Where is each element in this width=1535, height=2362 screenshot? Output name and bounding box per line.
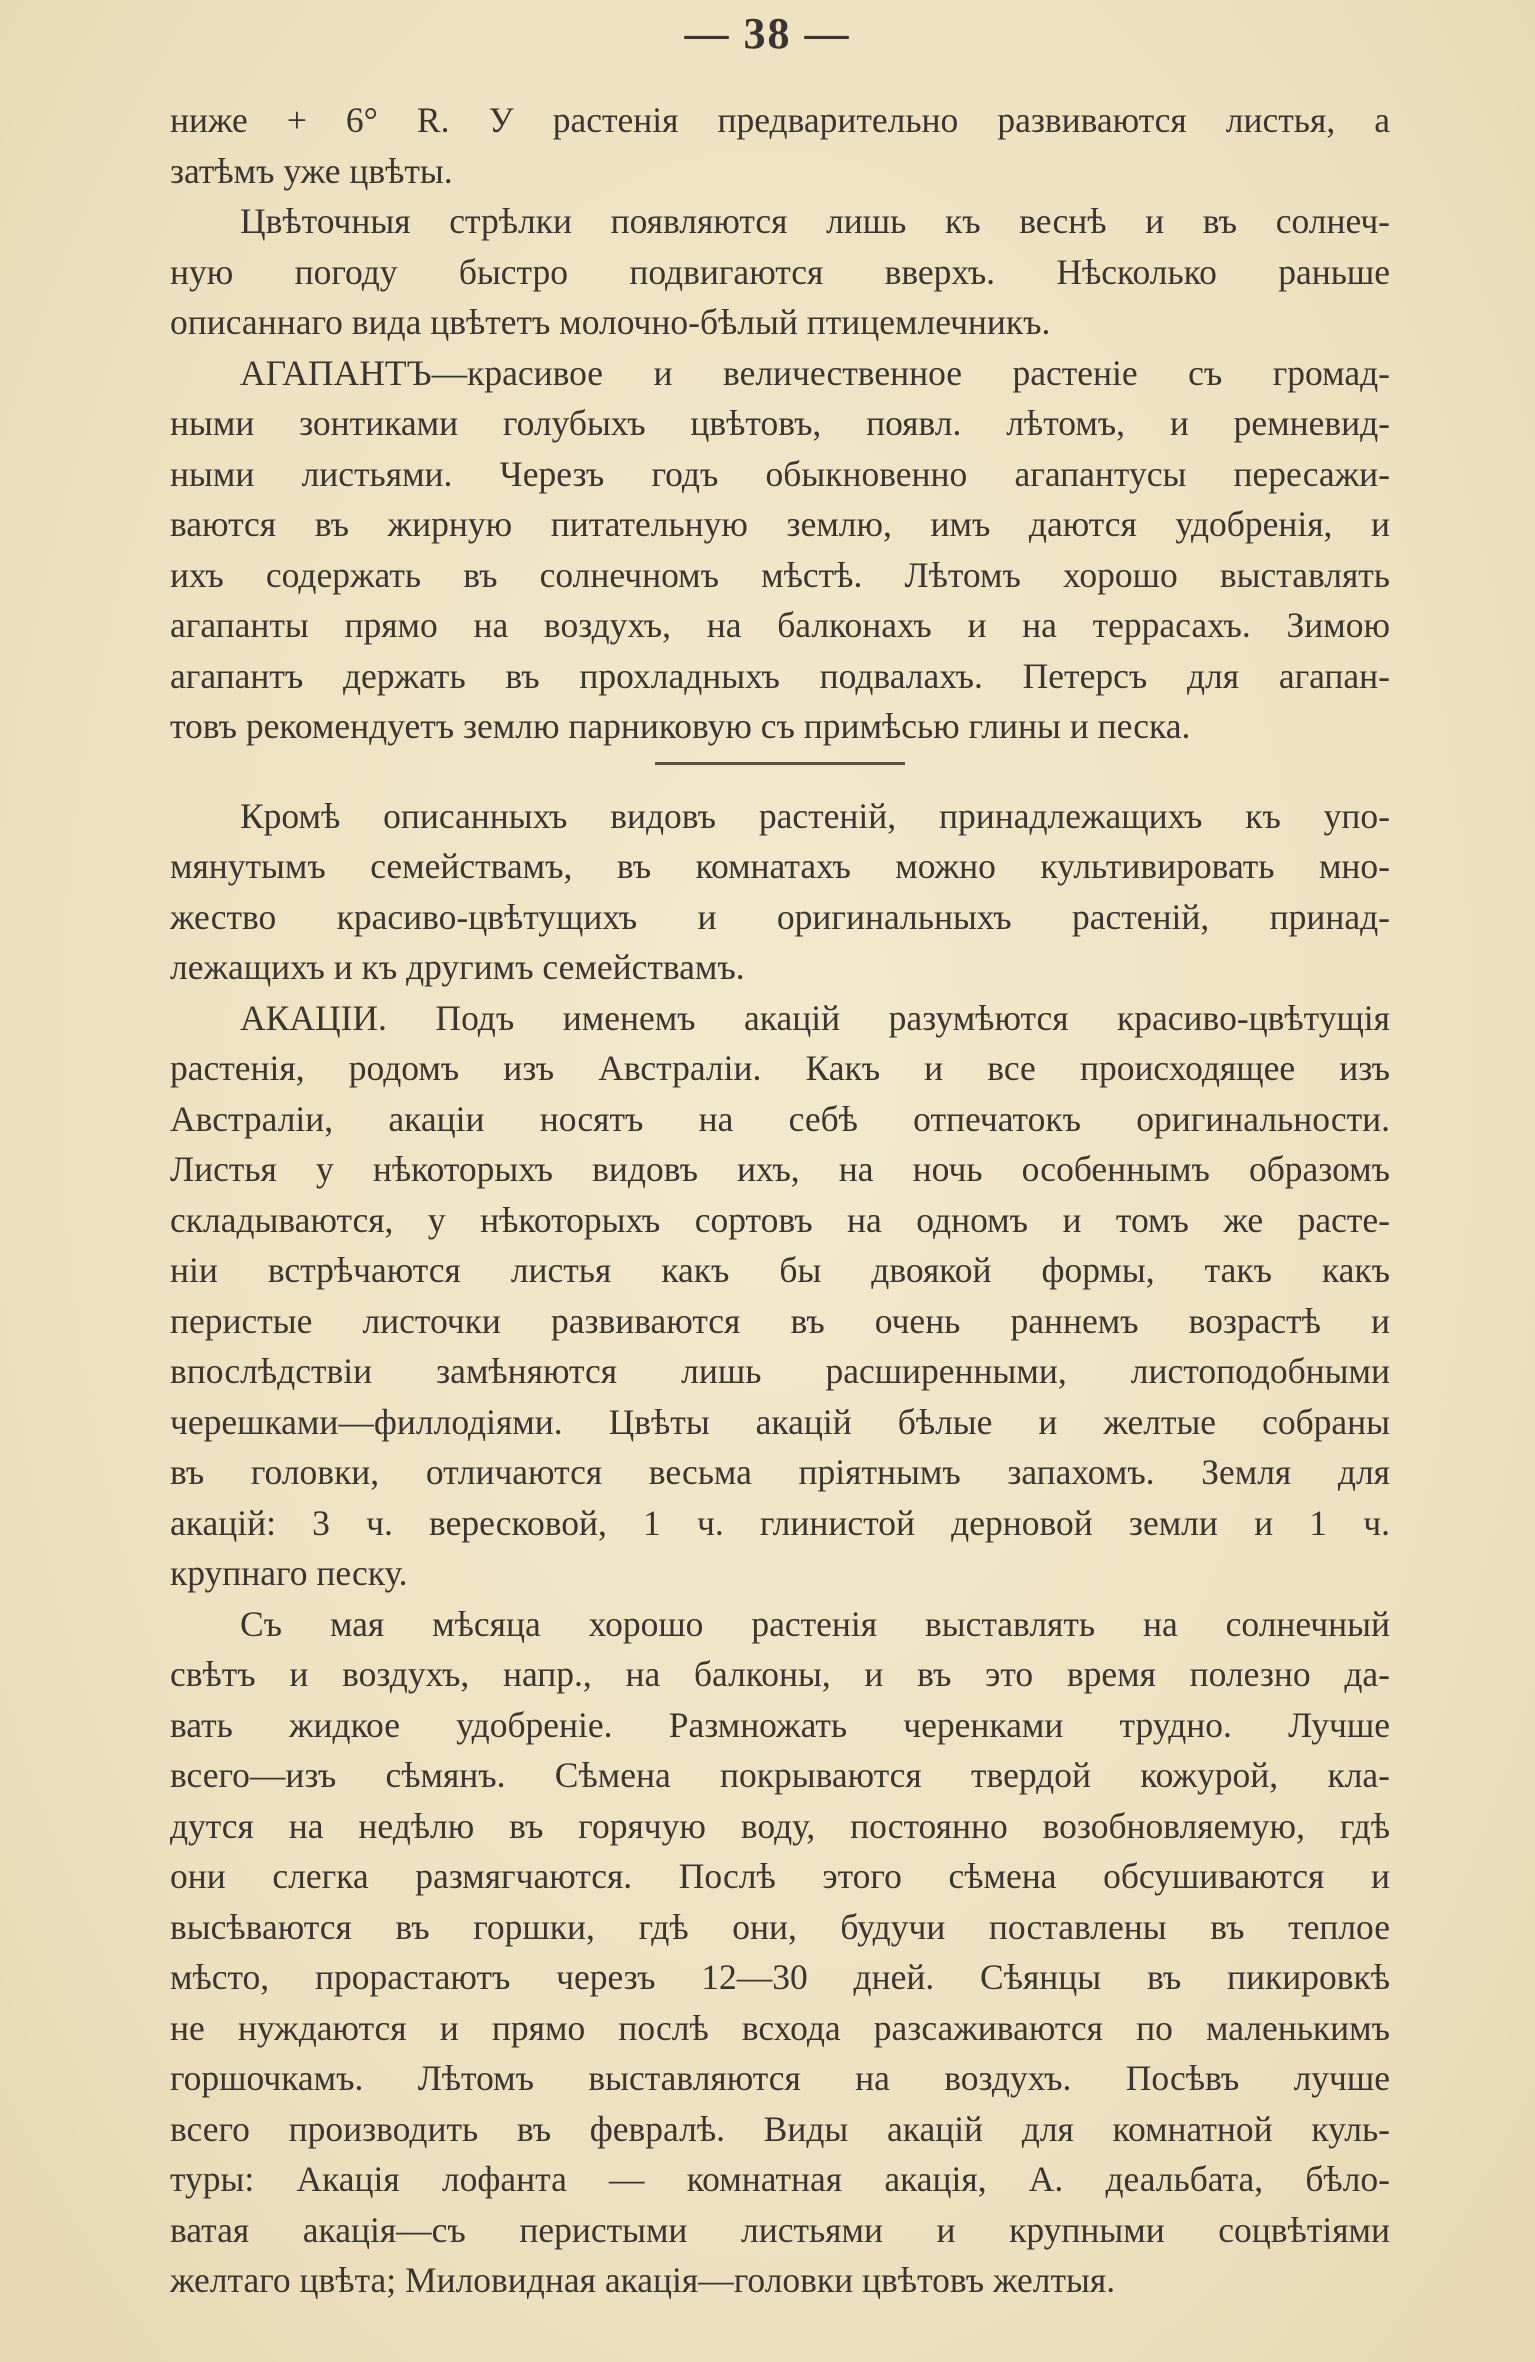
- text-line: черешками—филлодіями. Цвѣты акацій бѣлые и желтые собраны: [170, 1401, 1390, 1442]
- text-line: перистые листочки развиваются въ очень раннемъ возрастѣ и: [170, 1300, 1390, 1341]
- text-line: Съ мая мѣсяца хорошо растенія выставлять на солнечный: [240, 1603, 1390, 1644]
- paragraph: [170, 1599, 1390, 2306]
- text-line: АКАЦІИ. Подъ именемъ акацій разумѣются красиво-цвѣтущія: [240, 997, 1390, 1038]
- text-line: жество красиво-цвѣтущихъ и оригинальныхъ растеній, принад-: [170, 896, 1390, 937]
- text-line: товъ рекомендуетъ землю парниковую съ примѣсью глины и песка.: [170, 706, 1191, 746]
- text-line: ными листьями. Черезъ годъ обыкновенно агапантусы пересажи-: [170, 453, 1390, 494]
- text-line: Австраліи, акаціи носятъ на себѣ отпечатокъ оригинальности.: [170, 1098, 1390, 1139]
- text-line: складываются, у нѣкоторыхъ сортовъ на одномъ и томъ же расте-: [170, 1199, 1390, 1240]
- text-line: ніи встрѣчаются листья какъ бы двоякой формы, такъ какъ: [170, 1250, 1390, 1290]
- text-line: АГАПАНТЪ—красивое и величественное растеніе съ громад-: [240, 352, 1390, 393]
- text-line: они слегка размягчаются. Послѣ этого сѣмена обсушиваются и: [170, 1856, 1390, 1896]
- text-line: всего производить въ февралѣ. Виды акацій для комнатной куль-: [170, 2108, 1390, 2149]
- text-line: затѣмъ уже цвѣты.: [170, 150, 453, 191]
- text-line: агапанты прямо на воздухъ, на балконахъ и на террасахъ. Зимою: [170, 605, 1390, 645]
- text-line: мѣсто, прорастаютъ черезъ 12—30 дней. Сѣянцы въ пикировкѣ: [170, 1957, 1390, 1997]
- text-line: ными зонтиками голубыхъ цвѣтовъ, появл. лѣтомъ, и ремневид-: [170, 403, 1390, 443]
- text-line: горшочкамъ. Лѣтомъ выставляются на воздухъ. Посѣвъ лучше: [170, 2058, 1390, 2098]
- text-line: ную погоду быстро подвигаются вверхъ. Нѣсколько раньше: [170, 251, 1390, 292]
- text-line: дутся на недѣлю въ горячую воду, постоянно возобновляемую, гдѣ: [170, 1805, 1390, 1846]
- text-line: Цвѣточныя стрѣлки появляются лишь къ веснѣ и въ солнеч-: [240, 201, 1390, 241]
- text-line: высѣваются въ горшки, гдѣ они, будучи поставлены въ теплое: [170, 1906, 1390, 1947]
- text-line: свѣтъ и воздухъ, напр., на балконы, и въ это время полезно да-: [170, 1654, 1390, 1694]
- section-after-rule: [170, 791, 1390, 2306]
- text-line: крупнаго песку.: [170, 1553, 408, 1593]
- text-line: впослѣдствіи замѣняются лишь расширенными, листоподобными: [170, 1351, 1390, 1391]
- paragraph: [170, 95, 1390, 196]
- text-line: Кромѣ описанныхъ видовъ растеній, принадлежащихъ къ упо-: [240, 795, 1390, 836]
- text-line: описаннаго вида цвѣтетъ молочно-бѣлый птицемлечникъ.: [170, 302, 1051, 342]
- text-line: ватая акація—съ перистыми листьями и крупными соцвѣтіями: [170, 2209, 1390, 2250]
- paragraph: [170, 348, 1390, 752]
- text-line: растенія, родомъ изъ Австраліи. Какъ и все происходящее изъ: [170, 1048, 1390, 1088]
- text-line: акацій: 3 ч. вересковой, 1 ч. глинистой дерновой земли и 1 ч.: [170, 1502, 1390, 1543]
- text-line: мянутымъ семействамъ, въ комнатахъ можно культивировать мно-: [170, 846, 1390, 886]
- paragraph: [170, 993, 1390, 1599]
- text-line: въ головки, отличаются весьма пріятнымъ запахомъ. Земля для: [170, 1452, 1390, 1492]
- text-line: не нуждаются и прямо послѣ всхода разсаживаются по маленькимъ: [170, 2007, 1390, 2048]
- page-number: — 38 —: [684, 9, 851, 58]
- text-line: вать жидкое удобреніе. Размножать черенками трудно. Лучше: [170, 1704, 1390, 1745]
- page-body: [170, 95, 1390, 2306]
- paragraph: [170, 791, 1390, 993]
- section-divider: [655, 762, 905, 765]
- text-line: ваются въ жирную питательную землю, имъ даются удобренія, и: [170, 504, 1390, 544]
- text-line: ниже + 6° R. У растенія предварительно развиваются листья, а: [170, 100, 1390, 140]
- paragraph: [170, 196, 1390, 348]
- text-line: туры: Акація лофанта — комнатная акація, А. деальбата, бѣло-: [170, 2159, 1390, 2199]
- text-line: лежащихъ и къ другимъ семействамъ.: [170, 947, 745, 987]
- text-line: агапантъ держать въ прохладныхъ подвалахъ. Петерсъ для агапан-: [170, 655, 1390, 696]
- text-line: Листья у нѣкоторыхъ видовъ ихъ, на ночь особеннымъ образомъ: [170, 1149, 1390, 1189]
- section-before-rule: [170, 95, 1390, 752]
- text-line: желтаго цвѣта; Миловидная акація—головки цвѣтовъ желтыя.: [170, 2260, 1116, 2300]
- text-line: ихъ содержать въ солнечномъ мѣстѣ. Лѣтомъ хорошо выставлять: [170, 554, 1390, 595]
- text-line: всего—изъ сѣмянъ. Сѣмена покрываются твердой кожурой, кла-: [170, 1755, 1390, 1795]
